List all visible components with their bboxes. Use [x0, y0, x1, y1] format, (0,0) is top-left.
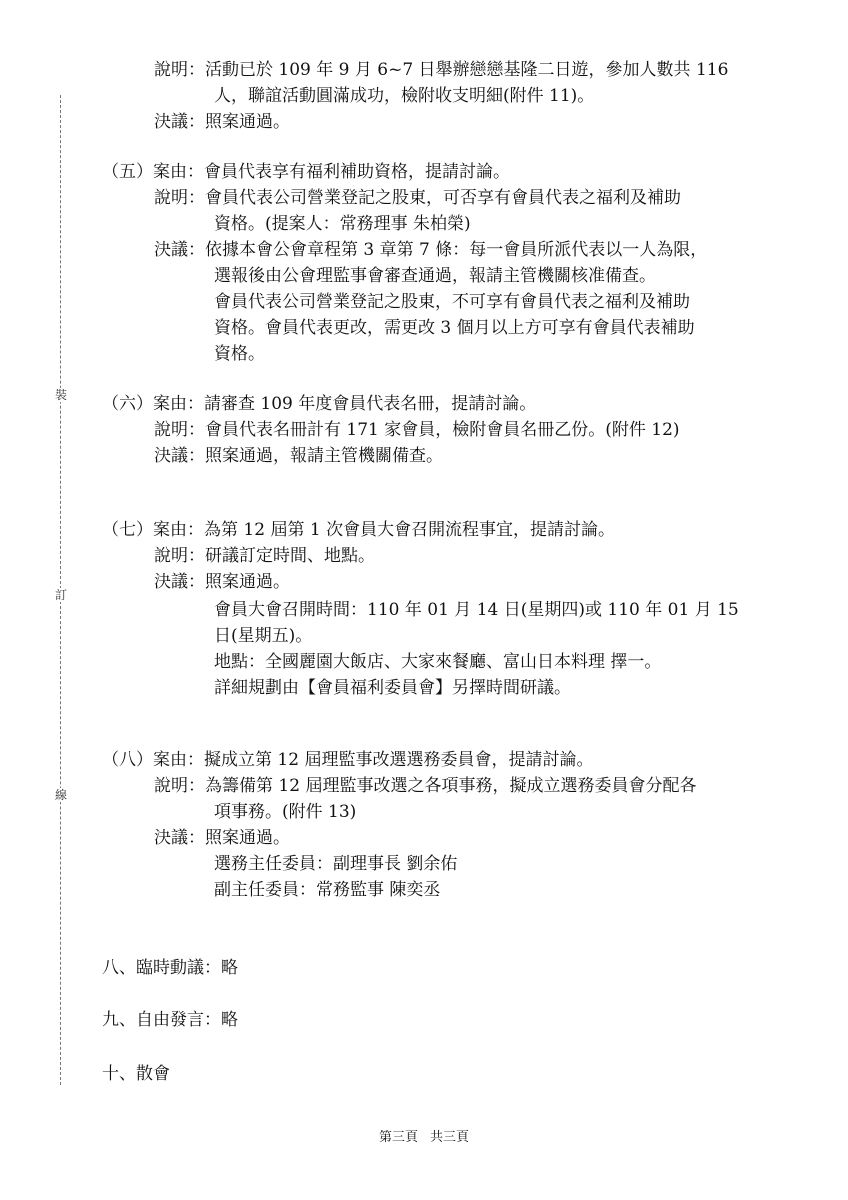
resolution-label: 決議：: [154, 572, 205, 592]
binding-mark-zhuang: 裝: [54, 388, 67, 402]
explanation-text: 資格。(提案人：常務理事 朱柏榮): [214, 214, 471, 234]
resolution-text: 選務主任委員：副理事長 劉余佑: [214, 854, 458, 874]
resolution-text: 詳細規劃由【會員福利委員會】另擇時間研議。: [214, 678, 571, 698]
explanation-text: 會員代表公司營業登記之股東，可否享有會員代表之福利及補助: [205, 188, 681, 208]
case-label: 案由：: [153, 394, 204, 414]
resolution-label: 決議：: [154, 446, 205, 466]
resolution-text: 副主任委員：常務監事 陳奕丞: [214, 880, 441, 900]
item-number: （八）: [102, 750, 153, 770]
section-free-speech: 九、自由發言：略: [102, 1010, 238, 1030]
resolution-label: 決議：: [154, 828, 205, 848]
resolution-text: 會員代表公司營業登記之股東，不可享有會員代表之福利及補助: [214, 292, 690, 312]
resolution-text: 資格。: [214, 344, 265, 364]
resolution-label: 決議：: [154, 240, 205, 260]
item-number: （五）: [102, 162, 153, 182]
resolution-text: 照案通過。: [205, 112, 290, 132]
case-text: 會員代表享有福利補助資格，提請討論。: [204, 162, 510, 182]
resolution-text: 照案通過。: [205, 572, 290, 592]
binding-mark-ding: 訂: [54, 588, 67, 602]
explanation-label: 說明：: [154, 60, 205, 80]
binding-mark-xian: 線: [54, 788, 67, 802]
case-label: 案由：: [153, 750, 204, 770]
explanation-label: 說明：: [154, 546, 205, 566]
resolution-label: 決議：: [154, 112, 205, 132]
case-label: 案由：: [153, 520, 204, 540]
page-total: 共三頁: [430, 1130, 470, 1145]
case-label: 案由：: [153, 162, 204, 182]
resolution-text: 會員大會召開時間：110 年 01 月 14 日(星期四)或 110 年 01 月 15: [214, 600, 739, 620]
resolution-text: 地點：全國麗園大飯店、大家來餐廳、富山日本料理 擇一。: [214, 652, 662, 672]
explanation-label: 說明：: [154, 420, 205, 440]
explanation-text: 人，聯誼活動圓滿成功，檢附收支明細(附件 11)。: [214, 86, 595, 106]
case-text: 擬成立第 12 屆理監事改選選務委員會，提請討論。: [204, 750, 594, 770]
resolution-text: 照案通過，報請主管機關備查。: [205, 446, 443, 466]
case-text: 為第 12 屆第 1 次會員大會召開流程事宜，提請討論。: [204, 520, 616, 540]
resolution-text: 依據本會公會章程第 3 章第 7 條：每一會員所派代表以一人為限，: [205, 240, 708, 260]
section-adjournment: 十、散會: [102, 1064, 170, 1084]
resolution-text: 選報後由公會理監事會審查通過，報請主管機關核准備查。: [214, 266, 656, 286]
page-number: 第三頁: [378, 1130, 418, 1145]
explanation-text: 研議訂定時間、地點。: [205, 546, 375, 566]
resolution-text: 照案通過。: [205, 828, 290, 848]
item-number: （七）: [102, 520, 153, 540]
explanation-label: 說明：: [154, 188, 205, 208]
resolution-text: 資格。會員代表更改，需更改 3 個月以上方可享有會員代表補助: [214, 318, 695, 338]
section-extempore-motions: 八、臨時動議：略: [102, 958, 238, 978]
explanation-text: 活動已於 109 年 9 月 6~7 日舉辦戀戀基隆二日遊，參加人數共 116: [205, 60, 729, 80]
explanation-text: 為籌備第 12 屆理監事改選之各項事務，擬成立選務委員會分配各: [205, 776, 697, 796]
explanation-label: 說明：: [154, 776, 205, 796]
explanation-text: 項事務。(附件 13): [214, 802, 357, 822]
resolution-text: 日(星期五)。: [214, 626, 313, 646]
explanation-text: 會員代表名冊計有 171 家會員，檢附會員名冊乙份。(附件 12): [205, 420, 680, 440]
page-footer: [0, 1126, 848, 1145]
item-number: （六）: [102, 394, 153, 414]
case-text: 請審查 109 年度會員代表名冊，提請討論。: [204, 394, 537, 414]
